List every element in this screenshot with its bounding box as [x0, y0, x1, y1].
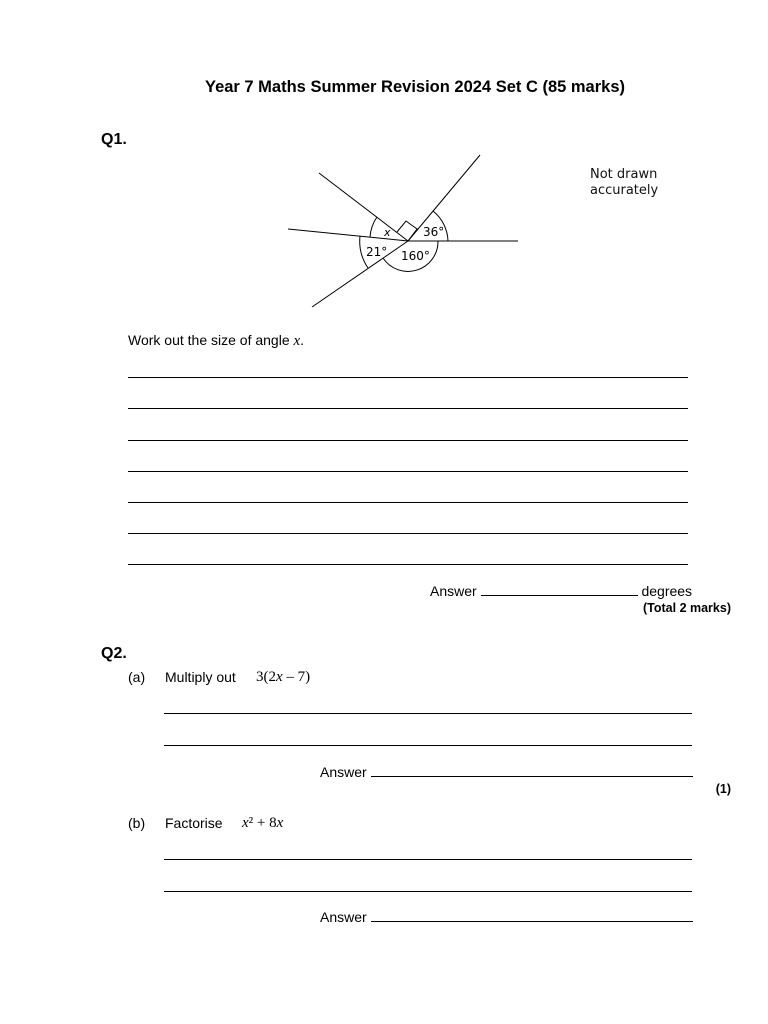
note-line-1: Not drawn: [590, 167, 658, 182]
working-line[interactable]: [128, 377, 688, 378]
q2a-answer-row: [320, 762, 693, 780]
working-line[interactable]: [164, 713, 692, 714]
note-line-2: accurately: [590, 183, 659, 198]
q2a-answer-field[interactable]: [371, 762, 693, 777]
q2a-answer-label: Answer: [320, 764, 367, 780]
q2b-expr-variable: x: [276, 815, 284, 831]
q2b-part-label: (b): [128, 815, 146, 831]
q1-label: Q1.: [101, 131, 127, 148]
q2a-part-label: (a): [128, 669, 146, 685]
q1-answer-field[interactable]: [481, 581, 638, 596]
q2b-answer-field[interactable]: [371, 907, 693, 922]
q1-prompt-end: .: [300, 332, 305, 348]
page-title: Year 7 Maths Summer Revision 2024 Set C (85 marks): [204, 78, 626, 96]
working-line[interactable]: [128, 471, 688, 472]
working-line[interactable]: [128, 533, 688, 534]
angle-36-label: 36°: [423, 225, 445, 239]
q2a-marks: (1): [715, 782, 731, 796]
q1-prompt: [128, 332, 304, 350]
q2b-expr-variable: x: [242, 815, 249, 831]
q2b-answer-row: [320, 907, 693, 925]
working-line[interactable]: [164, 745, 692, 746]
q1-prompt-text: Work out the size of angle: [128, 332, 294, 348]
q1-answer-label: Answer: [430, 583, 477, 599]
q2b-instruction: Factorise: [165, 815, 223, 831]
not-drawn-note: [590, 167, 658, 199]
q2b-expr-part: ² + 8: [248, 815, 277, 831]
q1-prompt-variable: x: [293, 333, 301, 349]
working-line[interactable]: [128, 564, 688, 565]
angle-21-label: 21°: [366, 245, 388, 259]
angle-x-label: x: [384, 226, 391, 239]
q2-label: Q2.: [101, 645, 127, 662]
working-line[interactable]: [128, 502, 688, 503]
q2a-expr-variable: x: [276, 669, 283, 685]
working-line[interactable]: [164, 891, 692, 892]
q1-total-marks: (Total 2 marks): [643, 601, 731, 615]
q2b-expression: [242, 814, 283, 832]
working-line[interactable]: [128, 440, 688, 441]
q1-answer-unit: degrees: [641, 583, 693, 599]
q2a-expr-part: 3(2: [256, 669, 276, 685]
q1-angle-diagram: [280, 150, 530, 315]
diagram-lines: [288, 155, 518, 307]
q2b-answer-label: Answer: [320, 909, 367, 925]
working-line[interactable]: [164, 859, 692, 860]
q2a-expression: [256, 668, 310, 686]
working-line[interactable]: [128, 408, 688, 409]
q2a-expr-part: – 7): [282, 669, 311, 685]
q1-answer-row: [430, 581, 692, 599]
q2a-instruction: Multiply out: [165, 669, 236, 685]
angle-160-label: 160°: [401, 249, 430, 263]
